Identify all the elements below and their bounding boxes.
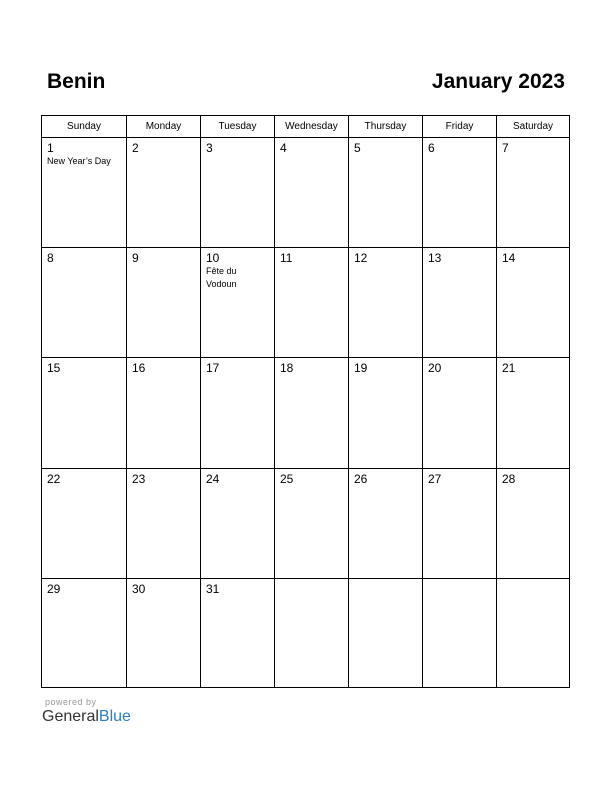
day-cell[interactable] [201,579,275,687]
day-number: 5 [354,141,361,155]
day-number: 30 [132,582,146,596]
day-number: 9 [132,251,139,265]
day-cell[interactable] [201,358,275,468]
day-number: 26 [354,472,368,486]
day-number: 13 [428,251,442,265]
week-row-1 [42,138,569,248]
day-number: 12 [354,251,368,265]
day-number: 10 [206,251,220,265]
weekday-wednesday: Wednesday [275,116,349,137]
day-number: 21 [502,361,516,375]
day-cell[interactable] [275,579,349,687]
day-number: 24 [206,472,220,486]
day-cell[interactable] [42,469,127,578]
day-cell[interactable] [423,358,497,468]
day-cell[interactable] [42,248,127,357]
day-number: 3 [206,141,213,155]
day-cell[interactable] [42,138,127,247]
day-cell[interactable] [275,138,349,247]
day-cell[interactable] [497,358,569,468]
day-cell[interactable] [423,579,497,687]
day-cell[interactable] [201,138,275,247]
day-number: 4 [280,141,287,155]
holiday-label: Fête du Vodoun [206,266,237,289]
day-cell[interactable] [497,248,569,357]
day-cell[interactable] [127,469,201,578]
day-cell[interactable] [497,138,569,247]
day-number: 29 [47,582,61,596]
weekday-tuesday: Tuesday [201,116,275,137]
weekday-header-row [42,116,569,138]
day-cell[interactable] [423,469,497,578]
day-cell[interactable] [497,469,569,578]
day-cell[interactable] [201,248,275,357]
weekday-monday: Monday [127,116,201,137]
day-number: 19 [354,361,368,375]
day-cell[interactable] [275,358,349,468]
day-cell[interactable] [497,579,569,687]
day-number: 8 [47,251,54,265]
week-row-3 [42,358,569,469]
day-cell[interactable] [127,358,201,468]
calendar-grid [41,115,570,688]
weekday-thursday: Thursday [349,116,423,137]
day-cell[interactable] [349,358,423,468]
weekday-sunday: Sunday [42,116,127,137]
brand-part-blue: Blue [98,708,131,725]
day-number: 2 [132,141,139,155]
week-row-2 [42,248,569,358]
powered-by-label: powered by [45,697,97,707]
day-cell[interactable] [349,138,423,247]
country-title: Benin [47,70,106,93]
day-number: 27 [428,472,442,486]
day-number: 20 [428,361,442,375]
day-number: 17 [206,361,220,375]
day-cell[interactable] [42,579,127,687]
day-number: 1 [47,141,54,155]
weekday-friday: Friday [423,116,497,137]
day-cell[interactable] [42,358,127,468]
day-number: 15 [47,361,61,375]
day-number: 6 [428,141,435,155]
day-number: 16 [132,361,146,375]
day-number: 11 [280,251,293,265]
weekday-saturday: Saturday [512,121,554,132]
day-cell[interactable] [275,469,349,578]
day-cell[interactable] [423,138,497,247]
day-cell[interactable] [275,248,349,357]
week-row-4 [42,469,569,579]
day-cell[interactable] [349,469,423,578]
day-number: 25 [280,472,294,486]
generalblue-logo[interactable] [42,708,131,726]
day-cell[interactable] [127,138,201,247]
day-number: 22 [47,472,61,486]
day-number: 18 [280,361,294,375]
day-number: 28 [502,472,516,486]
day-cell[interactable] [201,469,275,578]
holiday-label: New Year’s Day [47,156,111,166]
day-cell[interactable] [349,248,423,357]
week-row-5 [42,579,569,687]
day-number: 7 [502,141,509,155]
day-cell[interactable] [127,579,201,687]
day-cell[interactable] [127,248,201,357]
brand-part-general: General [42,708,99,725]
day-cell[interactable] [423,248,497,357]
day-number: 14 [502,251,516,265]
month-title: January 2023 [431,70,565,93]
day-number: 23 [132,472,146,486]
day-number: 31 [206,582,220,596]
day-cell[interactable] [349,579,423,687]
